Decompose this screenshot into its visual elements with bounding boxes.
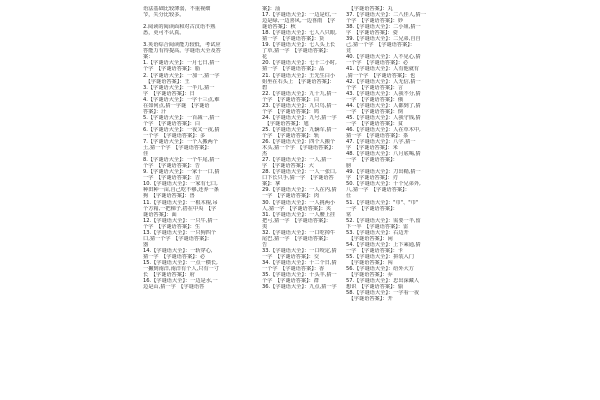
text-line: 仕 <box>346 193 352 200</box>
text-line: 碧 <box>262 84 268 91</box>
text-line: 11.【字谜语大全】：一根木棍,吊 <box>143 199 218 206</box>
text-line: 个字 【字谜语答案】：白 <box>262 96 320 103</box>
text-line: 56.【字谜语大全】：给外大方 <box>346 266 414 273</box>
text-line: 31.【字谜语大全】：一人腰上挂 <box>262 211 336 218</box>
text-line: 答案】：汁 <box>143 108 167 115</box>
text-line: 字 【字谜语答案】：刃 <box>346 175 398 182</box>
text-line: 38.【字谜语大全】：二小姐,猜一 <box>346 24 421 31</box>
text-line: 木头,猜一个字 【字谜语答案】： <box>262 145 337 152</box>
text-line: 58.【字谜语大全】：一字看一夜 <box>346 290 420 297</box>
text-line: 个字 【字谜语答案】：告 <box>143 163 201 170</box>
text-line: 个字 【字谜语答案】：鸠 <box>262 108 320 115</box>
text-line: 一个字 【字谜语答案】：多 <box>143 132 206 139</box>
text-line: 一字 【字谜语答案】：吉 <box>143 175 201 182</box>
text-line: 一字 【字谜语答案】：俄 <box>346 96 404 103</box>
text-line: 14.【字谜语大全】：一斩穿心, <box>143 247 213 254</box>
text-line: 8.【字谜语大全】：一个牛尾,猜一 <box>143 157 220 164</box>
text-line: 28.【字谜语大全】：一人一张口, <box>262 169 337 176</box>
text-line: 57.【字谜语大全】：忠出深藏人 <box>346 278 420 285</box>
text-line: 42.【字谜语大全】：人无信,猜一 <box>346 78 421 85</box>
text-line: 膀 <box>346 163 352 170</box>
text-line: 种田种一亩,自己吃不够,还养一条 <box>143 187 219 194</box>
text-line: 33.【字谜语大全】：一口咬定,猜 <box>262 247 337 254</box>
text-line: 器 <box>143 241 149 248</box>
text-line: 八,猜一字 【字谜语答案】： <box>346 187 410 194</box>
text-line: 个字 【字谜语答案】：群 <box>262 278 320 285</box>
text-line: 55.【字谜语大全】：拼装入门 <box>346 253 414 260</box>
text-line: 边是绿,一边喜风,一边喜雨 【字 <box>262 18 336 25</box>
text-column-1 <box>143 6 255 290</box>
text-line: 26.【字谜语大全】：四个人搬个 <box>262 139 336 146</box>
text-line: 15.【字谜语大全】：一点一横长, <box>143 259 218 266</box>
text-line: 一字 【字谜语答案】： <box>346 205 398 212</box>
text-line: 个字 【字谜语答案】：妙 <box>346 18 404 25</box>
text-line: 3.英语综合阅读能力较低，考试应 <box>143 42 221 49</box>
text-line: 18.【字谜语大全】：七人八只眼, <box>262 30 337 37</box>
text-line: 字 【字谜语答案】：姿 <box>346 30 398 37</box>
text-line: 竞 <box>346 48 352 55</box>
text-line: 16.【字谜语大全】：一边是水,一 <box>143 278 218 285</box>
text-line: 43.【字谜语大全】：人我不分,猜 <box>346 90 421 97</box>
text-line: 【字谜语答案】：闲 <box>346 235 393 242</box>
text-line: 长 【字谜语答案】：府 <box>143 272 195 279</box>
text-line: 猜一字 【字谜语答案】：必 <box>143 253 206 260</box>
text-line: 土,猜一个字 【字谜语答案】： <box>143 145 213 152</box>
text-line: 个字 【字谜语答案】：生 <box>143 223 201 230</box>
text-line: 一撇到南洋,南洋有个人,只有一寸 <box>143 266 219 273</box>
text-line: 答能力有待提高。字谜语大全及答 <box>143 48 221 55</box>
text-line: 把弓,猜一字 【字谜语答案】： <box>262 217 332 224</box>
text-line: 25.【字谜语大全】：九辆车,猜一 <box>262 126 337 133</box>
text-line: 35.【字谜语大全】：十头羊,猜一 <box>262 272 337 279</box>
text-line: 猜一字 【字谜语答案】：货 <box>262 36 325 43</box>
text-line: 4.【字谜语大全】：一字十三点,难 <box>143 96 220 103</box>
text-line: 40.【字谜语大全】：人不见心,猜 <box>346 54 421 61</box>
text-line: 夷 <box>262 223 268 230</box>
text-line: 狗 【字谜语答案】：兽 <box>143 193 195 200</box>
text-line: 19.【字谜语大全】：七人头上长 <box>262 42 336 49</box>
text-line: 人,猜一字 【字谜语答案】：夹 <box>262 205 332 212</box>
text-line: 一字 【字谜语答案】： <box>346 157 398 164</box>
text-line: 案： <box>143 54 154 61</box>
text-line: 6.【字谜语大全】：一夜又一夜,猜 <box>143 126 220 133</box>
text-line: 个字 【字谜语答案】：白 <box>143 120 201 127</box>
text-line: 谜语答案】：面 <box>143 211 177 218</box>
text-line: 9.【字谜语大全】：一家十一口,猜 <box>143 169 220 176</box>
text-line: 边是山,猜一字 【字谜语答 <box>143 284 205 291</box>
text-line: 【字谜语答案】：丸 <box>346 6 393 12</box>
text-line: 27.【字谜语大全】：一人,猜一 <box>262 157 332 164</box>
text-line: ,猜一个字 【字谜语答案】：也 <box>346 72 416 79</box>
text-line: 52.【字谜语大全】：需要一半,留 <box>346 217 421 224</box>
text-line: 常 <box>346 211 352 218</box>
text-line: 语法基础比较薄弱，不重视细 <box>143 6 211 12</box>
text-line: 字 【字谜语答案】：米 <box>346 145 398 152</box>
text-line: 23.【字谜语大全】：九只鸟,猜一 <box>262 102 337 109</box>
text-line: 49.【字谜语大全】：刀出鞘,猜一 <box>346 169 421 176</box>
text-line: 一个字 【字谜语答案】：香 <box>262 266 325 273</box>
text-line: 己,猜一个字 【字谜语答案】： <box>346 42 416 49</box>
text-line: 一字 【字谜语答案】：贫 <box>346 120 404 127</box>
text-line: 50.【字谜语大全】：十个兄弟外, <box>346 181 421 188</box>
text-line: 10.【字谜语大全】：一家有七口, <box>143 181 218 188</box>
text-line: 一字 【字谜语答案】：交 <box>262 253 320 260</box>
text-line: 一个字 【字谜语答案】：必 <box>346 60 409 67</box>
text-line: 7.【字谜语大全】：一个人搬两个 <box>143 139 218 146</box>
text-line: 案】：汕 <box>262 6 281 12</box>
text-line: 了草,猜一字 【字谜语答案】： <box>262 48 332 55</box>
text-line: 47.【字谜语大全】：八字,猜一 <box>346 139 416 146</box>
text-line: 谜语答案】：秋 <box>262 24 296 31</box>
text-line: 案】：拿 <box>262 181 281 188</box>
text-line: 花 <box>262 54 268 61</box>
text-line: 【字谜语答案】：王 <box>143 78 190 85</box>
text-line: 34.【字谜语大全】：十二个日,猜 <box>262 259 337 266</box>
text-line: 节，失分比较多。 <box>143 12 185 19</box>
text-line: 告 <box>262 241 268 248</box>
text-line: 【字谜语答案】：闯 <box>346 259 393 266</box>
text-line: 尾巴,猜一字 【字谜语答案】： <box>262 235 332 242</box>
text-line: 54.【字谜语大全】：上下乘通,猜 <box>346 241 421 248</box>
text-line: 29.【字谜语大全】：一人在内,猜 <box>262 187 337 194</box>
text-line: 姐坐在石头上 【字谜语答案】： <box>262 78 335 85</box>
text-line: 45.【字谜语大全】：人我守钱,猜 <box>346 114 421 121</box>
text-line: 1.【字谜语大全】：一月七日,猜一 <box>143 60 220 67</box>
text-column-3 <box>346 6 458 302</box>
text-line: 2.阅读的阅读面和对古汉语不熟 <box>143 24 216 31</box>
text-line: 个字 【字谜语答案】：轨 <box>262 132 320 139</box>
text-line: 【字谜语答案】：乔 <box>346 272 393 279</box>
text-line: 39.【字谜语大全】：二兄弟,自自 <box>346 36 421 43</box>
text-line: 30.【字谜语大全】：一人挑两小 <box>262 199 336 206</box>
text-line: 字 【字谜语答案】：大 <box>262 163 314 170</box>
text-line: 51.【字谜语大全】："巾"、"巾" <box>346 199 419 206</box>
text-line: 46.【字谜语大全】：人在草木中, <box>346 126 421 133</box>
text-line: 一字 【字谜语答案】：卡 <box>346 247 404 254</box>
text-line: 37.【字谜语大全】：二八佳人,猜一 <box>346 12 426 19</box>
text-line: 36.【字谜语大全】：九点,猜一字 <box>262 284 337 291</box>
text-line: 佳 <box>143 151 149 158</box>
text-line: 下一半 【字谜语答案】：雷 <box>346 223 409 230</box>
text-line: 猜一字 【字谜语答案】：茶 <box>346 132 409 139</box>
text-line: 【字谜语答案】：开 <box>346 296 393 303</box>
text-line: 20.【字谜语大全】：七十二小时, <box>262 60 337 67</box>
text-line: 一字 【字谜语答案】：倒 <box>346 108 404 115</box>
text-line: 13.【字谜语大全】：一只狗四个 <box>143 229 217 236</box>
text-line: 48.【字谜语大全】：八月底喝,猜 <box>346 151 421 158</box>
text-line: 5.【字谜语大全】：一百减一,猜一 <box>143 114 220 121</box>
text-line: 口,猜一个字 【字谜语答案】： <box>143 235 213 242</box>
text-line: 杰 <box>262 151 268 158</box>
text-line: 32.【字谜语大全】：一口吃掉牛 <box>262 229 336 236</box>
text-line: 猜一字 【字谜语答案】：晶 <box>262 66 325 73</box>
text-line: 字 【字谜语答案】：日 <box>143 90 195 97</box>
text-line: 24.【字谜语大全】：九号,猜一字 <box>262 114 337 121</box>
text-line: 53.【字谜语大全】：右边开 <box>346 229 409 236</box>
text-line: 悉，更可不认真。 <box>143 30 185 37</box>
text-line: 2.【字谜语大全】：一加一,猜一字 <box>143 72 220 79</box>
text-line: 在如何点,猜一字谜 【字谜语 <box>143 102 210 109</box>
text-line: 41.【字谜语大全】：人有他就有 <box>346 66 420 73</box>
text-line: 口下长只手,猜一字 【字谜语答 <box>262 175 334 182</box>
text-line: 个字 【字谜语答案】：脂 <box>143 66 201 73</box>
text-line: 一字 【字谜语答案】：肉 <box>262 193 320 200</box>
text-line: 17.【字谜语大全】：一边是红,一 <box>262 12 337 19</box>
text-line: 个方箱,一把梯子,搭在中央 【字 <box>143 205 217 212</box>
text-line: 想识 【字谜语答案】：愉 <box>346 284 404 291</box>
text-line: 44.【字谜语大全】：人都到了,猜 <box>346 102 421 109</box>
text-line: 21.【字谜语大全】：王先生白小 <box>262 72 336 79</box>
text-line: 12.【字谜语大全】：一只牛,猜一 <box>143 217 218 224</box>
text-line: 22.【字谜语大全】：九十九,猜一 <box>262 90 337 97</box>
text-line: 【字谜语答案】：旭 <box>262 120 309 127</box>
text-line: 个字 【字谜语答案】：言 <box>346 84 404 91</box>
text-line: 3.【字谜语大全】：一半儿,猜一 <box>143 84 215 91</box>
